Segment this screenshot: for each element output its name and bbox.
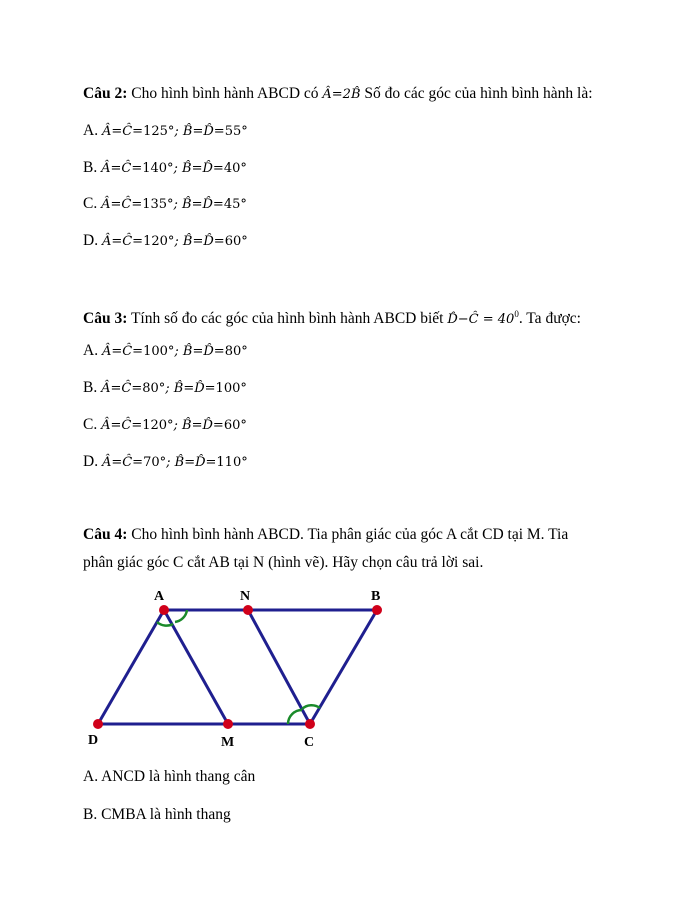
q2-option-c — [83, 194, 247, 215]
q2-text-b: Số đo các góc của hình bình hành là: — [360, 85, 593, 102]
option-math: Â=Ĉ=100°; B̂=D̂=80° — [101, 344, 248, 359]
option-math: Â=Ĉ=80°; B̂=D̂=100° — [101, 381, 247, 396]
q2-label: Câu 2: — [83, 85, 128, 102]
option-letter: A. — [83, 122, 99, 139]
option-letter: A. — [83, 342, 99, 359]
figure-points — [93, 605, 382, 729]
q4-label: Câu 4: — [83, 526, 128, 543]
q3-option-c — [83, 415, 247, 436]
label-d: D — [88, 733, 99, 748]
parallelogram-figure — [80, 582, 400, 752]
option-math: Â=Ĉ=120°; B̂=D̂=60° — [101, 418, 247, 433]
angle-arc-c1 — [288, 710, 302, 724]
angle-arc-a2 — [175, 610, 187, 622]
point-b — [372, 605, 382, 615]
point-m — [223, 719, 233, 729]
point-n — [243, 605, 253, 615]
segment-am — [164, 610, 228, 724]
q4-text-line1: Cho hình bình hành ABCD. Tia phân giác của góc A cắt CD tại M. Tia — [127, 526, 569, 543]
q3-option-b — [83, 378, 247, 399]
q4-text-line2: phân giác góc C cắt AB tại N (hình vẽ). Hãy chọn câu trả lời sai. — [83, 554, 484, 571]
label-a: A — [154, 589, 165, 604]
q3-label: Câu 3: — [83, 310, 128, 328]
q3-option-a — [83, 341, 248, 362]
point-d — [93, 719, 103, 729]
q4-option-a — [83, 767, 255, 787]
option-math: Â=Ĉ=135°; B̂=D̂=45° — [101, 197, 247, 212]
option-math: Â=Ĉ=125°; B̂=D̂=55° — [101, 124, 248, 139]
option-letter: B. — [83, 379, 98, 396]
option-letter: A. — [83, 768, 99, 785]
option-letter: B. — [83, 159, 98, 176]
q3-option-d — [83, 452, 248, 473]
segment-nc — [248, 610, 310, 724]
option-math: Â=Ĉ=140°; B̂=D̂=40° — [101, 161, 247, 176]
q2-condition: Â=2B̂ — [322, 87, 361, 102]
q2-option-d — [83, 231, 248, 252]
point-c — [305, 719, 315, 729]
q2-option-b — [83, 158, 247, 179]
q3-condition: D̂−Ĉ = 40 — [447, 312, 515, 328]
angle-arcs — [157, 610, 320, 724]
q3-condition-sup: 0 — [514, 309, 519, 319]
option-math: Â=Ĉ=70°; B̂=D̂=110° — [101, 455, 248, 470]
option-letter: D. — [83, 453, 99, 470]
q3-text-a: Tính số đo các góc của hình bình hành ABCD biết — [127, 310, 448, 328]
segment-ad — [98, 610, 164, 724]
label-n: N — [240, 589, 251, 604]
option-text: ANCD là hình thang cân — [101, 768, 256, 785]
label-c: C — [304, 735, 315, 750]
option-math: Â=Ĉ=120°; B̂=D̂=60° — [101, 234, 248, 249]
label-m: M — [221, 735, 235, 750]
q3-text-b: . Ta được: — [518, 310, 581, 328]
option-letter: C. — [83, 416, 98, 433]
figure-lines — [98, 610, 377, 724]
angle-arc-c2 — [302, 705, 320, 709]
q4-stem-line1 — [83, 525, 568, 545]
option-letter: C. — [83, 195, 98, 212]
q2-text-a: Cho hình bình hành ABCD có — [127, 85, 323, 102]
q2-option-a — [83, 121, 248, 142]
option-letter: D. — [83, 232, 99, 249]
label-b: B — [371, 589, 381, 604]
q4-stem-line2 — [83, 553, 483, 573]
q2-stem — [83, 84, 593, 105]
option-text: CMBA là hình thang — [101, 806, 231, 823]
q4-option-b — [83, 805, 231, 825]
option-letter: B. — [83, 806, 98, 823]
point-a — [159, 605, 169, 615]
q3-stem — [83, 304, 581, 330]
